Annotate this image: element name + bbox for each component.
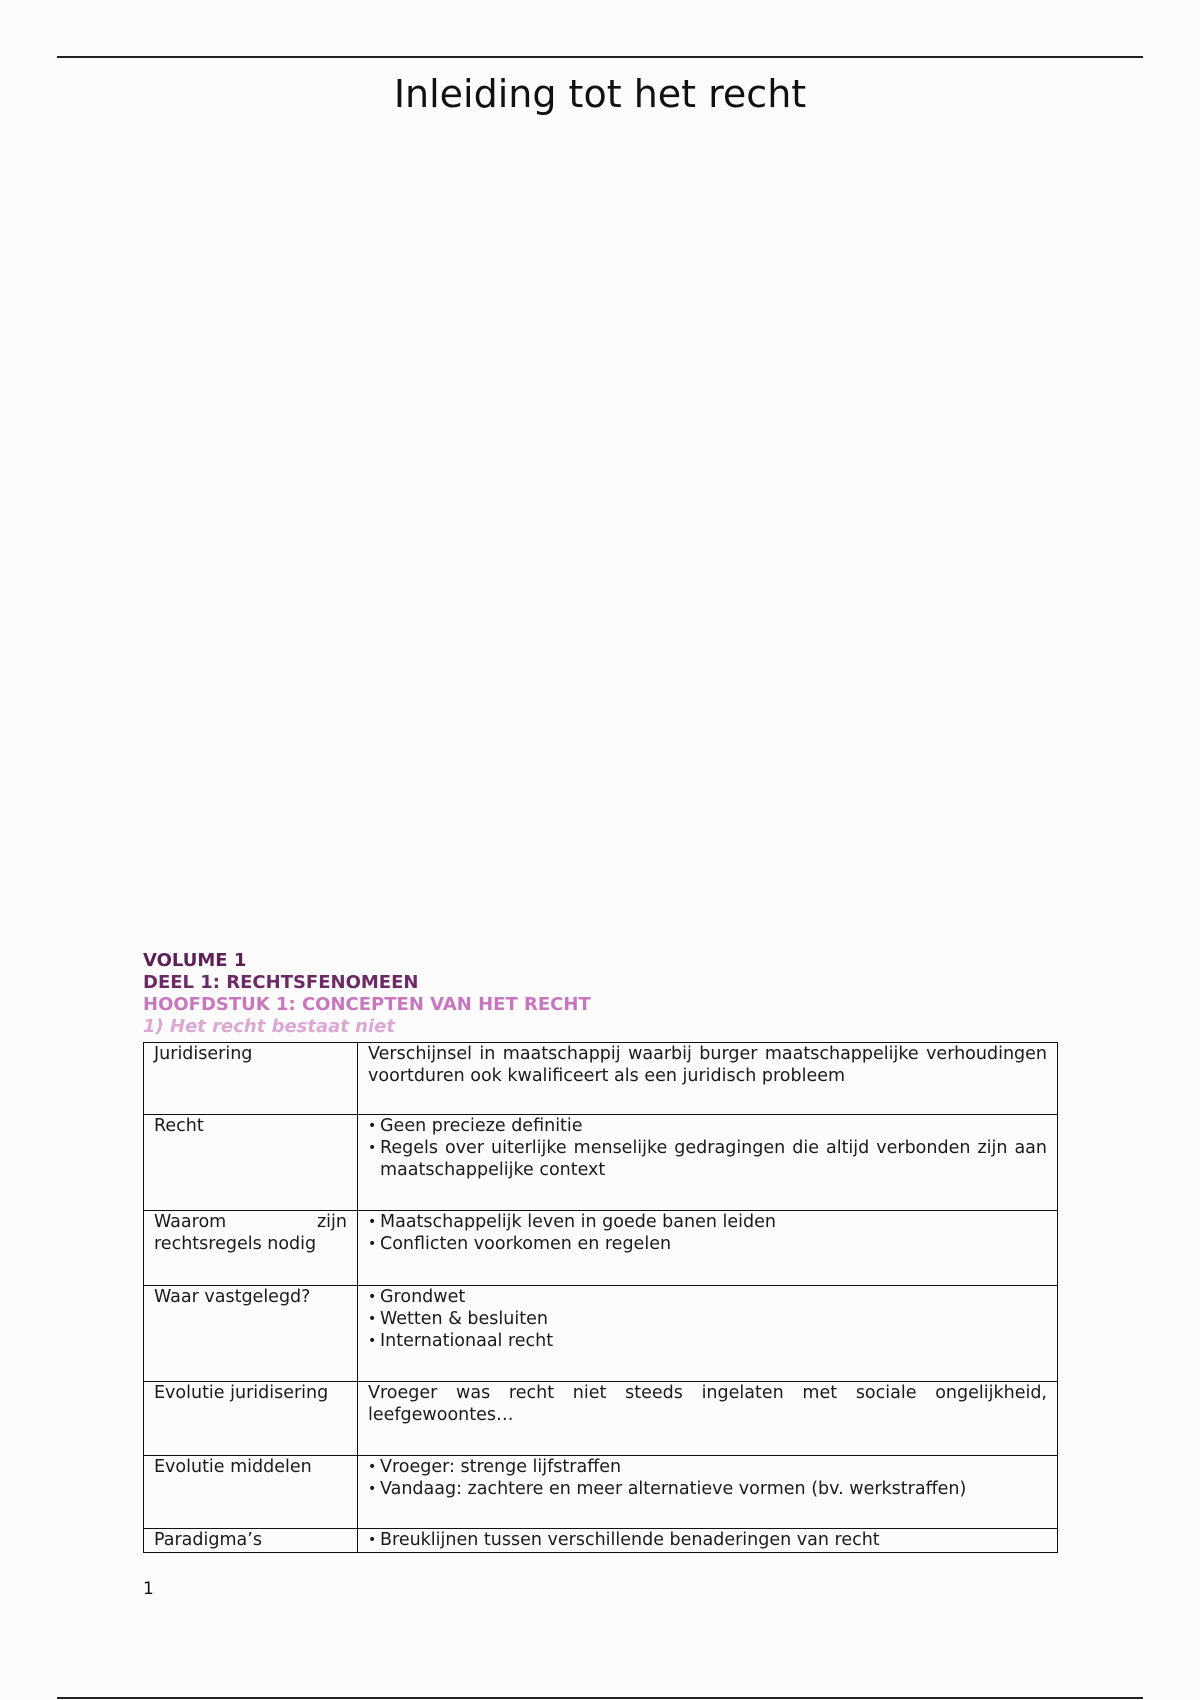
description-cell [358, 1456, 1058, 1529]
list-item: • Conflicten voorkomen en regelen [368, 1233, 1047, 1255]
term-cell: Evolutie juridisering [144, 1382, 358, 1456]
bullet-list [368, 1456, 1047, 1500]
term-cell: Waar vastgelegd? [144, 1286, 358, 1382]
table-row [144, 1043, 1058, 1115]
bullet-list [368, 1529, 1047, 1551]
list-item: • Regels over uiterlijke menselijke gedragingen die altijd verbonden zijn aan maatschappelijke context [368, 1137, 1047, 1181]
deel-heading: DEEL 1: RECHTSFENOMEEN [143, 972, 419, 993]
term-cell: Recht [144, 1115, 358, 1211]
hoofdstuk-heading: HOOFDSTUK 1: CONCEPTEN VAN HET RECHT [143, 994, 591, 1015]
concepts-table [143, 1042, 1058, 1553]
table-row [144, 1382, 1058, 1456]
list-item: • Vandaag: zachtere en meer alternatieve vormen (bv. werkstraffen) [368, 1478, 1047, 1500]
description-cell: Vroeger was recht niet steeds ingelaten met sociale ongelijkheid, leefgewoontes… [358, 1382, 1058, 1456]
term-cell: Paradigma’s [144, 1529, 358, 1553]
list-item: • Vroeger: strenge lijfstraffen [368, 1456, 1047, 1478]
term-cell: Waarom zijn rechtsregels nodig [144, 1211, 358, 1286]
list-item: • Maatschappelijk leven in goede banen leiden [368, 1211, 1047, 1233]
table-row [144, 1115, 1058, 1211]
list-item: • Geen precieze definitie [368, 1115, 1047, 1137]
document-title: Inleiding tot het recht [393, 72, 807, 116]
table-row [144, 1211, 1058, 1286]
page-number: 1 [143, 1579, 154, 1599]
list-item: • Breuklijnen tussen verschillende benaderingen van recht [368, 1529, 1047, 1551]
list-item: • Grondwet [368, 1286, 1047, 1308]
table-row [144, 1529, 1058, 1553]
list-item: • Wetten & besluiten [368, 1308, 1047, 1330]
list-item: • Internationaal recht [368, 1330, 1047, 1352]
top-rule [57, 56, 1143, 58]
table-row [144, 1456, 1058, 1529]
term-cell: Juridisering [144, 1043, 358, 1115]
bullet-list [368, 1115, 1047, 1181]
bullet-list [368, 1286, 1047, 1352]
table-row [144, 1286, 1058, 1382]
bottom-rule [57, 1697, 1143, 1699]
heading-block [143, 950, 1063, 1038]
description-cell [358, 1211, 1058, 1286]
description-cell [358, 1286, 1058, 1382]
description-cell [358, 1115, 1058, 1211]
term-cell: Evolutie middelen [144, 1456, 358, 1529]
description-cell: Verschijnsel in maatschappij waarbij burger maatschappelijke verhoudingen voortduren ook kwalificeert als een juridisch probleem [358, 1043, 1058, 1115]
section-heading: 1) Het recht bestaat niet [143, 1016, 395, 1037]
volume-heading: VOLUME 1 [143, 950, 247, 971]
bullet-list [368, 1211, 1047, 1255]
description-cell [358, 1529, 1058, 1553]
